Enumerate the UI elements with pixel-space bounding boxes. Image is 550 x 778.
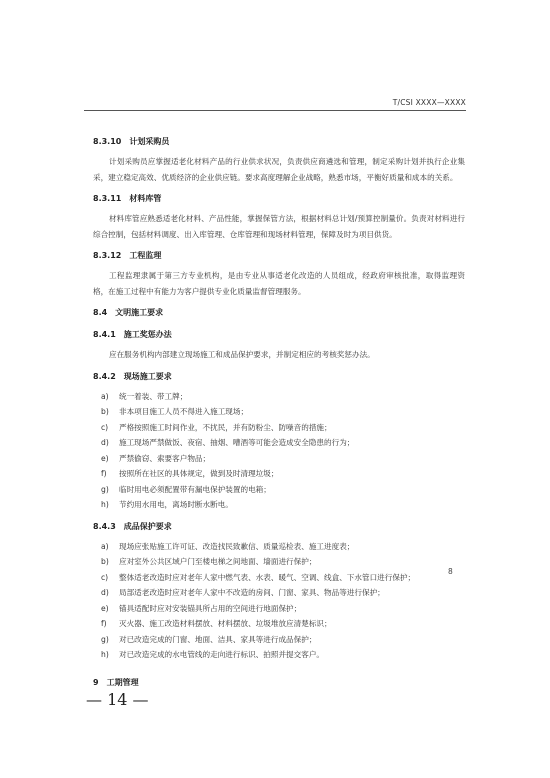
paragraph: 材料库管应熟悉适老化材料、产品性能，掌握保管方法，根据材料总计划/预算控制量价。负责对材料进行综合控制，包括材料调度、出入库管理、仓库管理和现场材料管理，保障及时为项目供货。 [93, 214, 465, 239]
list-text: 节约用水用电，离场时断水断电。 [119, 500, 233, 509]
section-heading [93, 521, 465, 539]
section-number: 8.4.1 [93, 330, 116, 339]
section-heading [93, 307, 465, 319]
paragraph: 工程监理隶属于第三方专业机构，是由专业从事适老化改造的人员组成，经政府审核批准，取得监理资格，在施工过程中有能力为客户提供专业化质量监督管理服务。 [93, 271, 465, 296]
list-text: 整体适老改造时应对老年人家中燃气表、水表、暖气、空调、线盒、下水管口进行保护； [119, 572, 416, 582]
section-heading [93, 677, 465, 689]
section-title: 材料库管 [129, 194, 162, 203]
section-8-4-2 [93, 371, 465, 513]
section-title: 施工奖惩办法 [123, 330, 172, 339]
list-text: 锚具适配时应对安装锚具所占用的空间进行地面保护； [119, 603, 302, 613]
section-heading [93, 329, 465, 347]
section-number: 8.3.12 [93, 251, 122, 260]
list-item [101, 435, 465, 451]
footer-page-label: — 14 — [86, 690, 149, 709]
list-marker: c) [101, 572, 109, 582]
list-marker: d) [101, 588, 109, 597]
section-number: 9 [93, 677, 99, 687]
list-marker: b) [101, 407, 109, 416]
list-marker: g) [101, 634, 109, 644]
list-text: 临时用电必须配置带有漏电保护装置的电箱； [119, 484, 271, 494]
section-8-4-3 [93, 521, 465, 663]
list-marker: b) [101, 557, 109, 566]
section-8-3-10 [93, 136, 465, 185]
section-number: 8.3.10 [93, 137, 122, 146]
list-marker: d) [101, 438, 109, 447]
list-text: 现场应张贴施工许可证、改造找民致歉信、质量巡检表、施工进度表； [119, 541, 355, 551]
section-8-3-11 [93, 193, 465, 242]
section-heading [93, 250, 465, 268]
list-text: 施工现场严禁做饭、夜宿、抽烟、嘈酒等可能会造成安全隐患的行为； [119, 438, 355, 447]
section-number: 8.4 [93, 308, 108, 317]
list-text: 严格按照施工时间作业，不扰民，并有防粉尘、防噪音的措施； [119, 422, 332, 432]
list-text: 灭火器、施工改造材料摆放、材料摆放、垃圾堆放应清楚标识； [119, 619, 332, 628]
section-title: 计划采购员 [129, 137, 170, 146]
section-9 [93, 677, 465, 689]
list-item [101, 554, 465, 570]
section-title: 文明施工要求 [115, 308, 164, 317]
list-item [101, 482, 465, 498]
list-marker: f) [101, 619, 107, 628]
list-text: 按照所在社区的具体规定，做到及时清理垃圾； [119, 469, 279, 478]
section-title: 现场施工要求 [123, 371, 172, 381]
list-marker: h) [101, 650, 109, 659]
section-title: 工期管理 [106, 677, 139, 687]
list-item [101, 647, 465, 663]
list-item [101, 389, 465, 405]
list-marker: c) [101, 422, 109, 432]
list-marker: e) [101, 453, 109, 463]
list-item [101, 497, 465, 513]
standard-code: T/CSI XXXX—XXXX [392, 98, 466, 107]
section-8-3-12 [93, 250, 465, 299]
list-item [101, 601, 465, 617]
header-rule [84, 110, 466, 111]
list-item [101, 466, 465, 482]
list-text: 统一着装、带工牌； [119, 391, 188, 401]
list-marker: h) [101, 500, 109, 509]
list-text: 应对室外公共区域户门至楼电梯之间地面、墙面进行保护； [119, 557, 317, 566]
list-marker: g) [101, 484, 109, 494]
section-number: 8.4.2 [93, 371, 116, 381]
list-item [101, 632, 465, 648]
list-item [101, 585, 465, 601]
list-marker: a) [101, 541, 109, 551]
section-title: 工程监理 [129, 251, 162, 260]
section-8-4 [93, 307, 465, 319]
section-number: 8.4.3 [93, 521, 116, 531]
list-item [101, 451, 465, 467]
list-text: 对已改造完成的水电管线的走向进行标识、拍照并提交客户。 [119, 650, 325, 659]
page-number: 8 [448, 567, 453, 576]
list-text: 非本项目施工人员不得进入施工现场； [119, 407, 249, 416]
section-heading [93, 193, 465, 211]
list-item [101, 570, 465, 586]
section-number: 8.3.11 [93, 194, 122, 203]
section-heading [93, 371, 465, 389]
list-marker: f) [101, 469, 107, 478]
list-item [101, 539, 465, 555]
section-8-4-1 [93, 329, 465, 363]
list-text: 严禁偷窃、索要客户物品； [119, 453, 211, 463]
list-marker: a) [101, 391, 109, 401]
list-item [101, 616, 465, 632]
section-title: 成品保护要求 [123, 521, 172, 531]
content [93, 136, 465, 689]
list-text: 局部适老改造时应对老年人家中不改造的房间、门窗、家具、物品等进行保护； [119, 588, 385, 597]
list-item [101, 420, 465, 436]
list-text: 对已改造完成的门窗、地面、洁具、家具等进行成品保护； [119, 634, 317, 644]
paragraph: 计划采购员应掌握适老化材料产品的行业供求状况，负责供应商遴选和管理，制定采购计划并执行企业集采，建立稳定高效、优质经济的企业供应链。要求高度理解企业战略，熟悉市场，平衡好质量和成本的关系。 [93, 157, 465, 182]
section-heading [93, 136, 465, 154]
paragraph: 应在服务机构内部建立现场施工和成品保护要求，并制定相应的考核奖惩办法。 [109, 350, 375, 359]
list-marker: e) [101, 603, 109, 613]
list-item [101, 404, 465, 420]
